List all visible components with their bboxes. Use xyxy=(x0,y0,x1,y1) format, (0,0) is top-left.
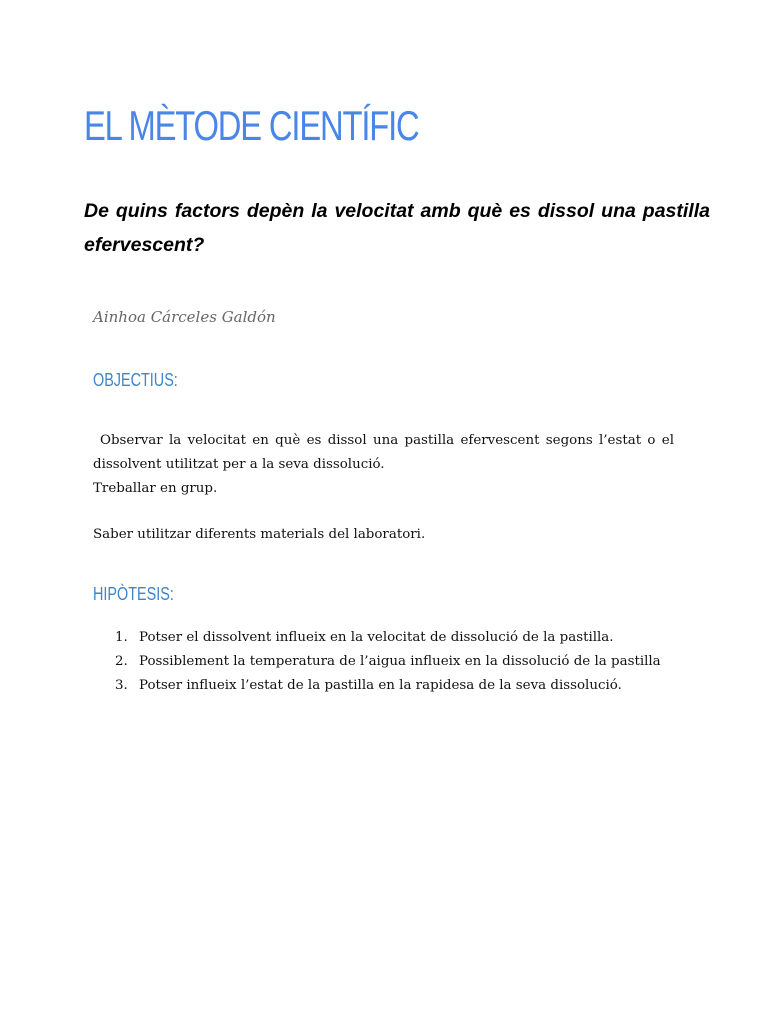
list-item-text: Potser influeix l’estat de la pastilla en la rapidesa de la seva dissolució. xyxy=(139,678,622,693)
objectius-heading: OBJECTIUS: xyxy=(93,370,178,390)
objectiu-paragraph: Observar la velocitat en què es dissol una pastilla efervescent segons l’estat o el dissolvent utilitzat per a la seva dissolució. xyxy=(93,433,674,472)
objectiu-paragraph: Saber utilitzar diferents materials del laboratori. xyxy=(93,527,426,542)
hipotesis-heading: HIPÒTESIS: xyxy=(93,584,174,604)
list-item-number: 1. xyxy=(115,630,128,645)
list-item xyxy=(93,650,693,674)
list-item xyxy=(93,674,693,698)
list-item-number: 3. xyxy=(115,678,128,693)
hipotesis-list xyxy=(93,626,693,698)
list-item-text: Possiblement la temperatura de l’aigua influeix en la dissolució de la pastilla xyxy=(139,654,661,669)
research-question: De quins factors depèn la velocitat amb què es dissol una pastilla efervescent? xyxy=(84,200,710,256)
list-item xyxy=(93,626,693,650)
list-item-text: Potser el dissolvent influeix en la velocitat de dissolució de la pastilla. xyxy=(139,630,614,645)
list-item-number: 2. xyxy=(115,654,128,669)
objectiu-paragraph: Treballar en grup. xyxy=(93,481,218,496)
document-title: EL MÈTODE CIENTÍFIC xyxy=(84,102,419,149)
author-name: Ainhoa Cárceles Galdón xyxy=(93,308,276,326)
